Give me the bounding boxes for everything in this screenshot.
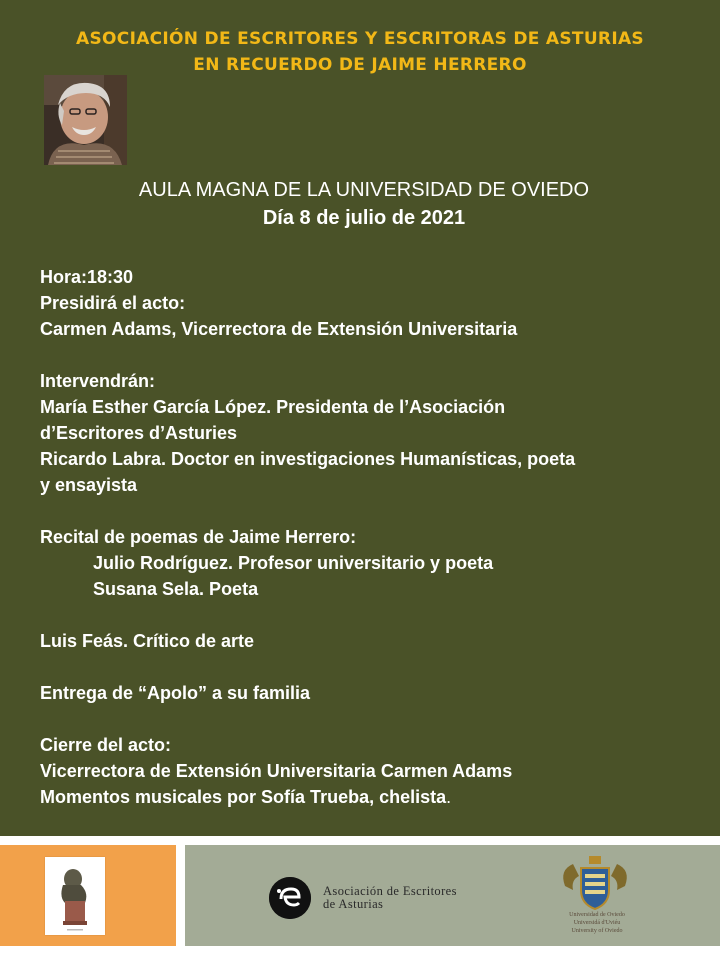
program-block	[40, 264, 700, 810]
speaker-2-line-1: Ricardo Labra. Doctor en investigaciones Humanísticas, poeta	[40, 449, 576, 469]
university-crest-icon	[559, 856, 631, 911]
presides-name: Carmen Adams, Vicerrectora de Extensión Universitaria	[40, 319, 518, 339]
title-line-2: EN RECUERDO DE JAIME HERRERO	[193, 55, 527, 75]
music-line	[40, 784, 700, 810]
speaker-1-line-2: d’Escritores d’Asturies	[40, 423, 238, 443]
event-time: Hora:18:30	[40, 267, 134, 287]
sculpture-image	[45, 857, 105, 935]
title-line-1: ASOCIACIÓN DE ESCRITORES Y ESCRITORAS DE ASTURIAS	[76, 29, 644, 49]
critic-line: Luis Feás. Crítico de arte	[40, 631, 255, 651]
speakers-label: Intervendrán:	[40, 371, 156, 391]
aea-name-line-2: de Asturias	[323, 897, 384, 911]
music-period: .	[446, 787, 452, 807]
award-line: Entrega de “Apolo” a su familia	[40, 683, 311, 703]
closing-line: Vicerrectora de Extensión Universitaria Carmen Adams	[40, 761, 513, 781]
university-name-en: University of Oviedo	[571, 928, 623, 934]
university-name-ast: Universidá d'Uviéu	[573, 920, 621, 926]
aea-name	[323, 885, 503, 911]
music-text: Momentos musicales por Sofía Trueba, chelista	[40, 787, 447, 807]
portrait-photo	[44, 75, 127, 165]
venue-block	[0, 176, 720, 232]
reader-1: Julio Rodríguez. Profesor universitario y poeta	[93, 553, 494, 573]
presides-label: Presidirá el acto:	[40, 293, 186, 313]
closing-label: Cierre del acto:	[40, 735, 172, 755]
speaker-1-line-1: María Esther García López. Presidenta de l’Asociación	[40, 397, 506, 417]
speaker-2-line-2: y ensayista	[40, 475, 138, 495]
reader-2: Susana Sela. Poeta	[93, 579, 259, 599]
aea-name-line-1: Asociación de Escritores	[323, 884, 457, 898]
event-date: Día 8 de julio de 2021	[262, 207, 466, 229]
venue-place: AULA MAGNA DE LA UNIVERSIDAD DE OVIEDO	[138, 179, 590, 201]
recital-label: Recital de poemas de Jaime Herrero:	[40, 527, 357, 547]
university-name-es: Universidad de Oviedo	[569, 912, 625, 918]
university-name	[552, 911, 642, 935]
aea-logo-icon	[269, 877, 311, 919]
organization-title	[0, 26, 720, 78]
